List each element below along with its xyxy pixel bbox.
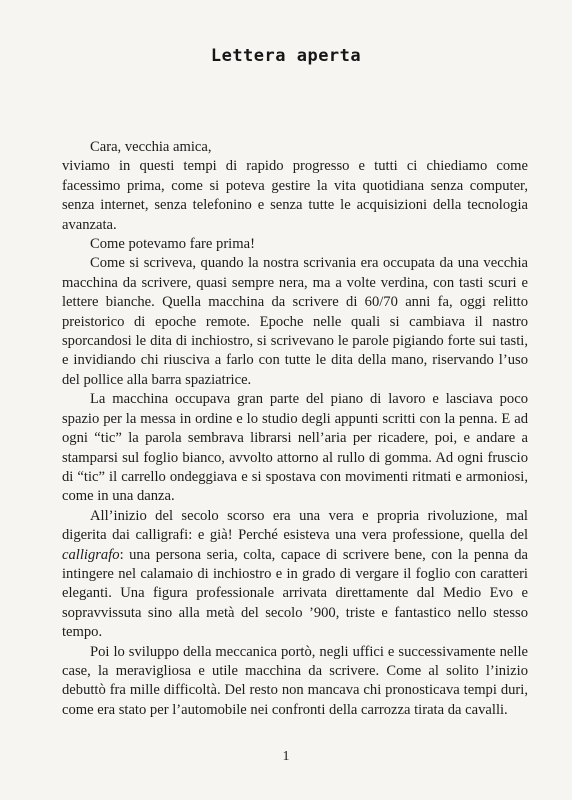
paragraph-3: Come si scriveva, quando la nostra scrivania era occupata da una vecchia macchina da scrivere, quasi sempre nera, ma a volte verdina, con tasti scuri e lettere bianche. Quella macchina da scrivere di 60/70 anni fa, oggi relitto preistorico di epoche remote. Epoche nelle quali si cambiava il nastro sporcandosi le dita di inchiostro, si scrivevano le parole pigiando forte sui tasti, e invidiando chi riusciva a farlo con tutte le dita della mano, riservando l’uso del pollice alla barra spaziatrice. — [62, 255, 528, 388]
paragraph-2: Come potevamo fare prima! — [90, 236, 255, 253]
paragraph-4: La macchina occupava gran parte del piano di lavoro e lasciava poco spazio per la messa in ordine e lo studio degli appunti scritti con la penna. E ad ogni “tic” la parola sembrava librarsi nell’aria per ricadere, poi, e andare a stamparsi sul foglio bianco, avvolto attorno al rullo di gomma. Ad ogni fruscio di “tic” il carrello ondeggiava e si spostava con movimenti ritmati e armoniosi, come in una danza. — [62, 391, 528, 505]
paragraph-5-start: All’inizio del secolo scorso era una vera e propria rivoluzione, mal digerita dai calligrafi: e già! Perché esisteva una vera professione, quella del — [62, 507, 528, 544]
page-title: Lettera aperta — [210, 46, 362, 66]
salutation: Cara, vecchia amica, — [90, 139, 212, 155]
paragraph-6: Poi lo sviluppo della meccanica portò, negli uffici e successivamente nelle case, la meravigliosa e utile macchina da scrivere. Come al solito l’inizio debuttò fra mille difficoltà. Del resto non mancava chi pronosticava tempi duri, come era stato per l’automobile nei confronti della carrozza tirata da cavalli. — [62, 643, 528, 718]
page-number: 1 — [282, 749, 290, 764]
letter-body — [62, 138, 528, 720]
paragraph-1: viviamo in questi tempi di rapido progresso e tutti ci chiediamo come facessimo prima, come si poteva gestire la vita quotidiana senza computer, senza internet, senza telefonino e senza tutte le acquisizioni della tecnologia avanzata. — [62, 158, 528, 233]
paragraph-5-italic-term: calligrafo — [62, 546, 120, 563]
paragraph-5 — [62, 507, 528, 643]
paragraph-5-end: : una persona seria, colta, capace di scrivere bene, con la penna da intingere nel calamaio di inchiostro e in grado di vergare il foglio con caratteri eleganti. Una figura professionale arrivata direttamente dal Medio Evo e sopravvissuta sino alla metà del secolo ’900, triste e fantastico nello stesso tempo. — [62, 546, 528, 641]
